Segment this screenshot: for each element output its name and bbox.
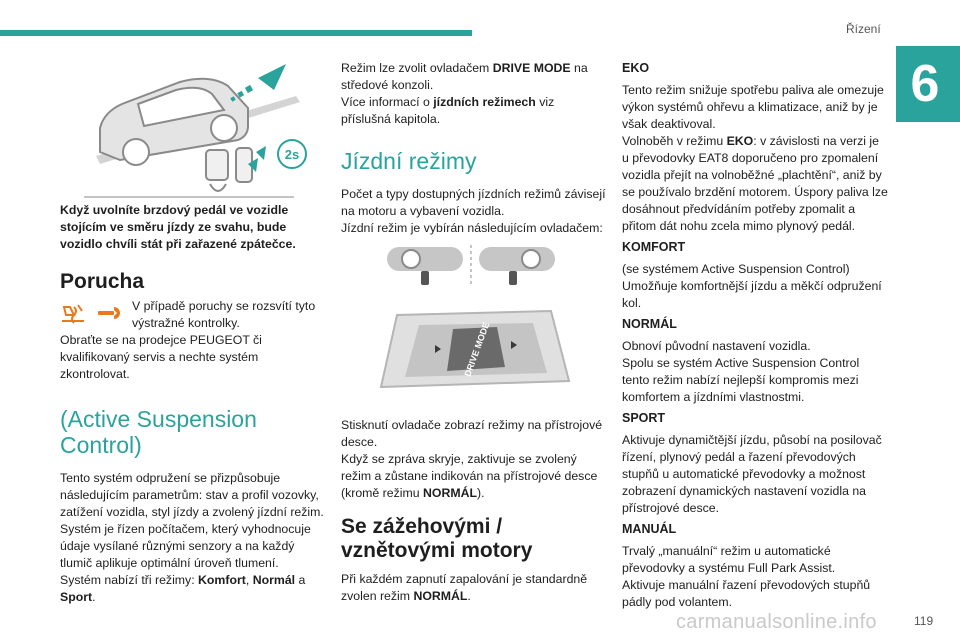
hill-caption: Když uvolníte brzdový pedál ve vozidle stojícím ve směru jízdy ze svahu, bude vozidlo chvíli stát při zařazené zpátečce. [60, 203, 296, 251]
up-arrow-icon [230, 64, 286, 102]
pedals-icon [206, 148, 252, 191]
komfort-heading: KOMFORT [622, 240, 686, 254]
asc-text-1: Tento systém odpružení se přizpůsobuje následujícím parametrům: stav a profil vozovky, zatížení vozidla, styl jízdy a zvolený jízdní režim. [60, 471, 324, 519]
drive-mode-switch-illustration [341, 297, 606, 407]
eko-tail: : v závislosti na verzi je u převodovky EAT8 doporučeno pro zpomalení vozidla přejít na volnoběžné „plachtění“, aniž by se používalo brzdění motorem. Úspory paliva lze dosáhnout předvídáním potřeby zpomalit a přitom dát nohu zcela mimo plynový pedál. [622, 134, 888, 233]
engines-lead: Při každém zapnutí zapalování je standardně zvolen režim [341, 572, 588, 603]
section-title: Řízení [846, 22, 881, 36]
fault-text: V případě poruchy se rozsvítí tyto výstražné kontrolky. [132, 299, 316, 330]
intro-tail: na středové konzoli. [341, 61, 588, 92]
drive-mode-term: DRIVE MODE [492, 61, 571, 75]
asc-heading: (Active Suspension Control) [60, 406, 257, 458]
komfort-text-1: (se systémem Active Suspension Control) [622, 262, 850, 276]
komfort-text-2: Umožňuje komfortnější jízdu a měkčí odpružení kol. [622, 279, 882, 310]
hill-start-illustration [60, 56, 328, 198]
normal-heading: NORMÁL [622, 317, 677, 331]
asc-modes-lead: Systém nabízí tři režimy: [60, 573, 199, 587]
sport-text: Aktivuje dynamičtější jízdu, působí na posilovač řízení, plynový pedál a řazení převodových stupňů u automatické převodovky a možnost zobrazení dynamických nastavení vozidla na přístrojové desce. [622, 433, 882, 515]
drive-mode-button-label: DRIVE MODE [462, 320, 492, 378]
warning-lamps [60, 298, 132, 325]
fault-heading: Porucha [60, 270, 145, 293]
sep-3: . [92, 590, 96, 604]
drive-mode-intro [341, 60, 606, 94]
eko-text-2 [622, 133, 888, 235]
ref-tail: viz příslušná kapitola. [341, 95, 555, 126]
asc-text-2: Systém je řízen počítačem, který vyhodnocuje údaje vysílané různými senzory a na každý tlumič aplikuje optimální úroveň tlumení. [60, 522, 311, 570]
normal-text-2: Spolu se systém Active Suspension Control tento režim nabízí nejlepší kompromis mezi komfortem a jízdními vlastnostmi. [622, 356, 860, 404]
engines-tail: . [467, 589, 471, 603]
fault-warning-row [60, 298, 328, 332]
sport-heading: SPORT [622, 411, 666, 425]
mode-normal: Normál [252, 573, 296, 587]
manual-text-2: Aktivuje manuální řazení převodových stupňů pádly pod volantem. [622, 578, 871, 609]
watermark: carmanualsonline.info [676, 611, 877, 633]
ref-lead: Více informací o [341, 95, 434, 109]
modes-text-2: Jízdní režim je vybírán následujícím ovladačem: [341, 221, 603, 235]
eko-heading: EKO [622, 61, 650, 75]
drive-mode-reference [341, 94, 606, 128]
chapter-tab: 6 [896, 46, 960, 122]
modes-text-1: Počet a typy dostupných jízdních režimů závisejí na motoru a vybavení vozidla. [341, 187, 606, 218]
steering-wheel-left-icon [387, 247, 463, 285]
steering-wheel-right-icon [479, 247, 555, 285]
steering-wheel-variants [341, 243, 606, 289]
two-second-label: 2s [284, 147, 300, 162]
intro-lead: Režim lze zvolit ovladačem [341, 61, 493, 75]
manual-text-1: Trvalý „manuální“ režim u automatické převodovky a systému Full Park Assist. [622, 544, 836, 575]
engines-text [341, 571, 606, 605]
message-lead: Když se zpráva skryje, zaktivuje se zvolený režim a zůstane indikován na přístrojové desce (kromě režimu [341, 452, 598, 500]
normal-text-1: Obnoví původní nastavení vozidla. [622, 339, 811, 353]
engines-heading: Se zážehovými / vznětovými motory [341, 515, 533, 562]
message-text [341, 451, 606, 502]
manual-heading: MANUÁL [622, 522, 677, 536]
suspension-warning-icon [60, 301, 86, 325]
column-2 [341, 60, 606, 605]
mode-sport: Sport [60, 590, 93, 604]
ref-term: jízdních režimech [433, 95, 536, 109]
eko-term: EKO [726, 134, 754, 148]
column-3 [622, 60, 888, 611]
modes-heading: Jízdní režimy [341, 148, 477, 174]
sep-1: , [245, 573, 253, 587]
message-tail: ). [476, 486, 485, 500]
engines-normal: NORMÁL [413, 589, 468, 603]
column-1 [60, 56, 328, 606]
message-normal: NORMÁL [423, 486, 477, 500]
service-wrench-icon [96, 301, 122, 325]
asc-modes-text [60, 572, 328, 606]
mode-komfort: Komfort [198, 573, 246, 587]
fault-advice: Obraťte se na prodejce PEUGEOT či kvalifikovaný servis a nechte systém zkontrolovat. [60, 333, 262, 381]
sep-2: a [295, 573, 306, 587]
eko-text-1: Tento režim snižuje spotřebu paliva ale omezuje výkon systémů ohřevu a klimatizace, aniž by je však deaktivoval. [622, 83, 884, 131]
header-accent-bar [0, 30, 472, 36]
press-text: Stisknutí ovladače zobrazí režimy na přístrojové desce. [341, 418, 603, 449]
page-number: 119 [914, 614, 934, 628]
eko-lead: Volnoběh v režimu [622, 134, 727, 148]
